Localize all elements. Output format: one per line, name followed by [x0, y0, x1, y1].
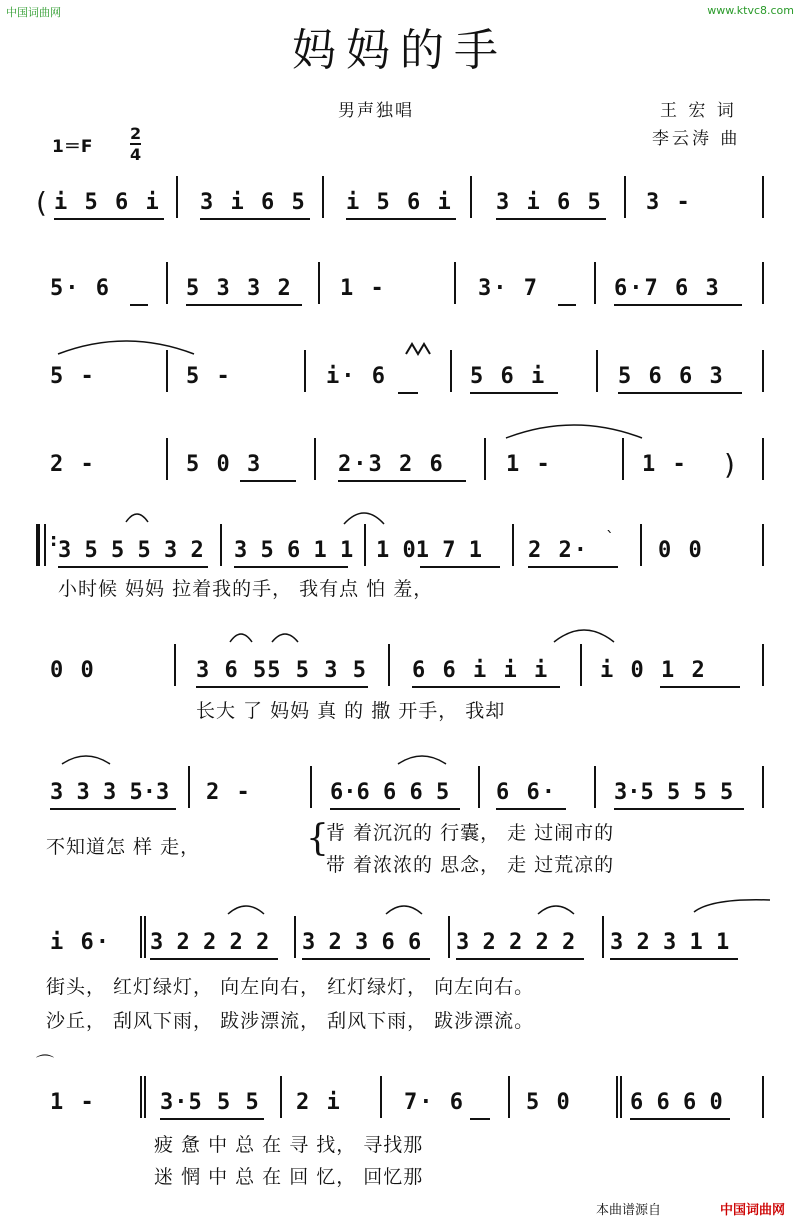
barline: [294, 916, 296, 958]
lyric-line-verse-2: 迷 惘 中 总 在 回 忆， 回忆那: [154, 1166, 424, 1188]
barline: [220, 524, 222, 566]
measure-2-1: 5· 6: [50, 276, 111, 301]
measure-3-4: 5 6 i: [470, 364, 547, 389]
lyric-line-verse-2: 带 着浓浓的 思念， 走 过荒凉的: [326, 854, 615, 876]
measure-3-3: i· 6: [326, 364, 387, 389]
score-row-7: [0, 762, 800, 876]
score-row-2: [0, 258, 800, 318]
barline: [594, 766, 596, 808]
beam-line: [496, 218, 606, 220]
barline: [166, 262, 168, 304]
slur-arc: [396, 752, 448, 766]
measure-7-3: 6·6 6 6 5: [330, 780, 450, 805]
measure-4-3: 2·3 2 6: [338, 452, 445, 477]
barline: [602, 916, 604, 958]
barline: [166, 350, 168, 392]
measure-7-1: 3 3 3 5·3: [50, 780, 170, 805]
measure-3-2: 5 -: [186, 364, 232, 389]
measure-2-4: 3· 7: [478, 276, 539, 301]
beam-line: [470, 1118, 490, 1120]
beam-line: [186, 304, 302, 306]
lyric-line: 长大 了 妈妈 真 的 撒 开手， 我却: [196, 700, 506, 722]
measure-9-1: 1 -: [50, 1090, 96, 1115]
barline: [622, 438, 624, 480]
tie-arc: [226, 902, 266, 916]
lyric-line-verse-1: 街头， 红灯绿灯， 向左向右， 红灯绿灯， 向左向右。: [46, 976, 535, 998]
barline: [166, 438, 168, 480]
beam-line: [660, 686, 740, 688]
lyric-line: 不知道怎 样 走，: [46, 836, 201, 858]
measure-9-2: 3·5 5 5: [160, 1090, 260, 1115]
barline: [176, 176, 178, 218]
measure-1-2: 3 i 6 5: [200, 190, 307, 215]
beam-line: [610, 958, 738, 960]
measure-6-1: 0 0: [50, 658, 96, 683]
score-row-6: [0, 640, 800, 722]
measure-3-1: 5 -: [50, 364, 96, 389]
measure-9-4: 7· 6: [404, 1090, 465, 1115]
barline-double: [144, 1076, 146, 1118]
barline: [450, 350, 452, 392]
tie-arc: [504, 420, 644, 440]
measure-8-1: i 6·: [50, 930, 111, 955]
barline: [454, 262, 456, 304]
measure-6-2: 3 6 55 5 3 5: [196, 658, 367, 683]
measure-8-2: 3 2 2 2 2: [150, 930, 270, 955]
mordent-ornament-icon: [404, 342, 432, 356]
beam-line: [630, 1118, 730, 1120]
measure-5-4: 2 2·: [528, 538, 589, 563]
barline: [762, 262, 764, 304]
time-signature-top: 2: [130, 124, 142, 143]
barline-double: [144, 916, 146, 958]
beam-line: [412, 686, 560, 688]
measure-1-4: 3 i 6 5: [496, 190, 603, 215]
lyric-line-verse-2: 沙丘， 刮风下雨， 跋涉漂流， 刮风下雨， 跋涉漂流。: [46, 1010, 535, 1032]
slur-arc: [60, 752, 112, 766]
slur-arc: [228, 630, 254, 644]
measure-9-5: 5 0: [526, 1090, 572, 1115]
barline: [280, 1076, 282, 1118]
tie-arc: [56, 336, 196, 356]
beam-line: [234, 566, 348, 568]
source-label: 本曲谱源自: [596, 1203, 662, 1218]
measure-5-3: 1 01 7 1: [376, 538, 482, 563]
song-title: 妈妈的手: [292, 25, 508, 76]
barline: [174, 644, 176, 686]
beam-line: [130, 304, 148, 306]
score-row-8: [0, 912, 800, 1032]
beam-line: [614, 304, 742, 306]
slur-arc: [124, 510, 150, 524]
barline: [380, 1076, 382, 1118]
key-signature: 1＝F: [52, 137, 93, 157]
barline-double: [620, 1076, 622, 1118]
measure-4-4: 1 -: [506, 452, 552, 477]
barline: [314, 438, 316, 480]
lyric-line-verse-1: 疲 惫 中 总 在 寻 找， 寻找那: [154, 1134, 424, 1156]
beam-line: [50, 808, 176, 810]
measure-2-2: 5 3 3 2: [186, 276, 293, 301]
barline: [512, 524, 514, 566]
beam-line: [456, 958, 584, 960]
measure-4-1: 2 -: [50, 452, 96, 477]
barline: [762, 766, 764, 808]
score-row-4: [0, 434, 800, 494]
measure-4-5: 1 -: [642, 452, 688, 477]
lyric-line: 小时候 妈妈 拉着我的手， 我有点 怕 羞，: [58, 578, 434, 600]
tie-continuation-mark: ⌒: [36, 1054, 54, 1075]
beam-line: [160, 1118, 264, 1120]
barline: [318, 262, 320, 304]
score-row-1: [0, 172, 800, 232]
barline: [322, 176, 324, 218]
barline: [304, 350, 306, 392]
site-watermark-left: 中国词曲网: [6, 6, 61, 19]
beam-line: [240, 480, 296, 482]
measure-9-6: 6 6 6 0: [630, 1090, 723, 1115]
tie-arc: [384, 902, 424, 916]
measure-5-1: 3 5 5 5 3 2: [58, 538, 204, 563]
measure-6-3: 6 6 i i i: [412, 658, 550, 683]
barline: [388, 644, 390, 686]
verse-brace: {: [306, 818, 329, 859]
barline: [310, 766, 312, 808]
beam-line: [330, 808, 460, 810]
slur-arc: [270, 630, 300, 644]
beam-line: [614, 808, 744, 810]
barline: [484, 438, 486, 480]
measure-7-5: 3·5 5 5 5: [614, 780, 734, 805]
beam-line: [346, 218, 456, 220]
repeat-start-barline: [36, 524, 40, 566]
measure-1-1: i 5 6 i: [54, 190, 161, 215]
barline: [580, 644, 582, 686]
measure-3-5: 5 6 6 3: [618, 364, 725, 389]
composer-credit: 李云涛 曲: [652, 129, 741, 149]
measure-5-5: 0 0: [658, 538, 704, 563]
beam-line: [200, 218, 310, 220]
measure-8-5: 3 2 3 1 1: [610, 930, 730, 955]
barline: [188, 766, 190, 808]
lyric-line-verse-1: 背 着沉沉的 行囊， 走 过闹市的: [326, 822, 615, 844]
beam-line: [54, 218, 164, 220]
measure-8-4: 3 2 2 2 2: [456, 930, 576, 955]
score-row-9: [0, 1054, 800, 1188]
beam-line: [150, 958, 278, 960]
barline: [640, 524, 642, 566]
barline: [448, 916, 450, 958]
beam-line: [470, 392, 558, 394]
measure-7-2: 2 -: [206, 780, 252, 805]
barline: [478, 766, 480, 808]
measure-1-3: i 5 6 i: [346, 190, 453, 215]
barline: [364, 524, 366, 566]
beam-line: [196, 686, 368, 688]
beam-line: [302, 958, 430, 960]
barline: [594, 262, 596, 304]
beam-line: [58, 566, 208, 568]
beam-line: [558, 304, 576, 306]
beam-line: [398, 392, 418, 394]
score-row-5: [0, 520, 800, 600]
breath-mark: ˋ: [606, 528, 614, 547]
beam-line: [528, 566, 618, 568]
barline: [140, 1076, 142, 1118]
barline: [762, 176, 764, 218]
barline: [762, 524, 764, 566]
barline: [470, 176, 472, 218]
beam-line: [618, 392, 742, 394]
beam-line: [496, 808, 566, 810]
barline: [762, 438, 764, 480]
tie-arc: [536, 902, 576, 916]
measure-5-2: 3 5 6 1 1: [234, 538, 354, 563]
measure-2-5: 6·7 6 3: [614, 276, 721, 301]
beam-line: [338, 480, 466, 482]
barline: [624, 176, 626, 218]
score-row-3: [0, 346, 800, 406]
close-paren: ): [724, 448, 735, 481]
barline: [762, 644, 764, 686]
time-signature: [130, 124, 141, 164]
measure-1-5: 3 -: [646, 190, 692, 215]
barline: [140, 916, 142, 958]
barline: [762, 1076, 764, 1118]
barline: [596, 350, 598, 392]
measure-6-4: i 0 1 2: [600, 658, 707, 683]
beam-line: [420, 566, 500, 568]
barline: [762, 350, 764, 392]
barline: [616, 1076, 618, 1118]
tie-arc: [552, 626, 616, 644]
open-paren: (: [36, 186, 47, 219]
measure-4-2: 5 0 3: [186, 452, 263, 477]
repeat-start-thin-barline: [44, 524, 46, 566]
measure-9-3: 2 i: [296, 1090, 342, 1115]
site-watermark-right: www.ktvc8.com: [707, 4, 794, 17]
measure-7-4: 6 6·: [496, 780, 557, 805]
tie-arc: [692, 900, 772, 914]
source-site-link[interactable]: 中国词曲网: [720, 1203, 786, 1218]
repeat-dots: :: [50, 530, 58, 551]
measure-2-3: 1 -: [340, 276, 386, 301]
performance-type: 男声独唱: [338, 101, 414, 121]
lyricist-credit: 王 宏 词: [660, 101, 737, 121]
barline: [508, 1076, 510, 1118]
measure-8-3: 3 2 3 6 6: [302, 930, 422, 955]
time-signature-bottom: 4: [130, 145, 142, 164]
